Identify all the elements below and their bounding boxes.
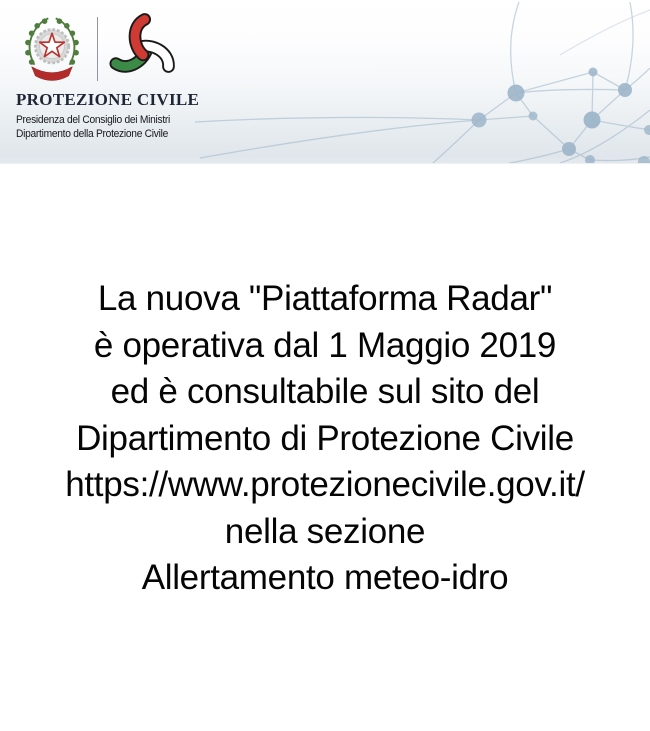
announcement-body (0, 164, 650, 602)
logo-divider (97, 17, 98, 81)
italian-republic-emblem-icon (16, 11, 88, 87)
protezione-civile-logo-icon (109, 11, 177, 87)
announcement-line-4: Dipartimento di Protezione Civile (76, 418, 574, 458)
header-banner (0, 0, 650, 164)
announcement-line-6: nella sezione (224, 511, 426, 551)
announcement-line-2: è operativa dal 1 Maggio 2019 (93, 325, 557, 365)
logo-block (16, 11, 199, 141)
org-subtitle-presidenza: Presidenza del Consiglio dei Ministri (16, 114, 171, 126)
logo-row (16, 11, 199, 87)
announcement-line-1: La nuova "Piattaforma Radar" (97, 279, 553, 318)
announcement-url: https://www.protezionecivile.gov.it/ (65, 465, 585, 504)
org-subtitle-dipartimento: Dipartimento della Protezione Civile (16, 127, 169, 140)
org-title: PROTEZIONE CIVILE (16, 90, 200, 109)
announcement-line-7: Allertamento meteo-idro (141, 558, 509, 597)
announcement-line-3: ed è consultabile sul sito del (110, 372, 540, 411)
